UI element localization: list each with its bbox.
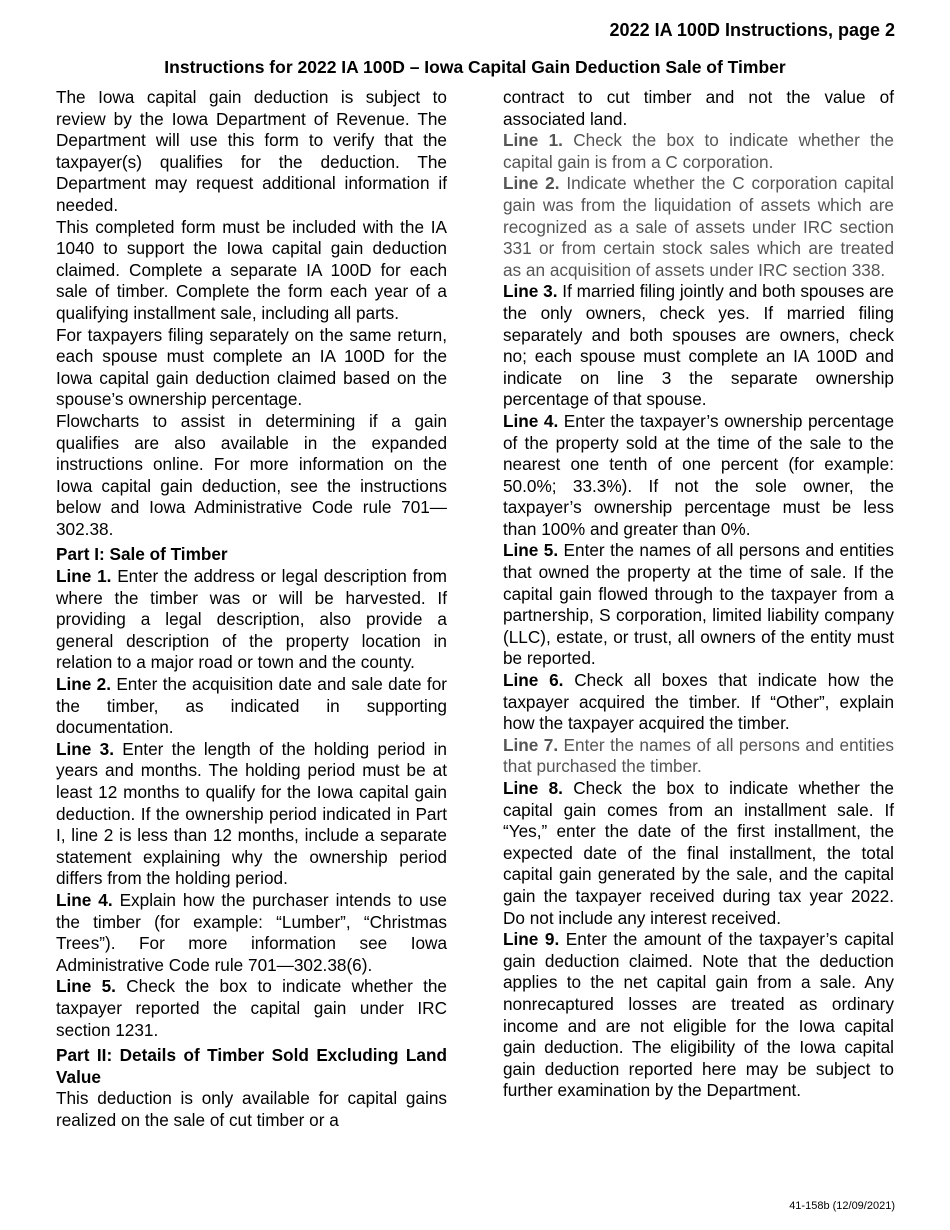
intro-paragraph: Flowcharts to assist in determining if a gain qualifies are also available in the expanded instructions online. For more information on the Iowa capital gain deduction, see the instructions below and Iowa Administrative Code rule 701—302.38. xyxy=(56,410,447,539)
line-label: Line 8. xyxy=(503,778,563,798)
line-text: Check the box to indicate whether the capital gain comes from an installment sale. If “Yes,” enter the date of the first installment, the expected date of the final installment, the total capital gain generated by the sale, and the capital gain the taxpayer received during tax year 2022. Do not include any interest received. xyxy=(503,778,894,928)
line-label: Line 4. xyxy=(56,889,113,910)
intro-paragraph: For taxpayers filing separately on the same return, each spouse must complete an IA 100D for the Iowa capital gain deduction claimed based on the spouse’s ownership percentage. xyxy=(56,324,447,410)
line-text: Enter the length of the holding period in years and months. The holding period must be at least 12 months to qualify for the Iowa capital gain deduction. If the ownership period indicated in Part I, line 2 is less than 12 months, include a separate statement explaining why the ownership period differs from the holding period. xyxy=(56,738,447,889)
part2-line-2 xyxy=(503,173,894,281)
line-text: Enter the amount of the taxpayer’s capital gain deduction claimed. Note that the deduction applies to the net capital gain from a sale. Any nonrecaptured losses are treated as ordinary income and are not eligible for the Iowa capital gain deduction. The eligibility of the Iowa capital gain deduction reported here may be subject to further examination by the Department. xyxy=(503,929,894,1101)
part1-line-4 xyxy=(56,890,447,976)
part1-line-5 xyxy=(56,976,447,1041)
line-text: Indicate whether the C corporation capital gain was from the liquidation of assets which are recognized as a sale of assets under IRC section 331 or from certain stock sales which are treated as an acquisition of assets under IRC section 338. xyxy=(503,173,894,280)
intro-paragraph: The Iowa capital gain deduction is subject to review by the Iowa Department of Revenue. The Department will use this form to verify that the taxpayer(s) qualifies for the deduction. The Department may request additional information if needed. xyxy=(56,87,447,215)
part2-line-8 xyxy=(503,778,894,929)
line-text: Enter the taxpayer’s ownership percentage of the property sold at the time of the sale to the nearest one tenth of one percent (for example: 50.0%; 33.3%). If not the sole owner, the taxpayer’s ownership percentage must be less than 100% and greater than 0%. xyxy=(503,410,894,539)
line-label: Line 1. xyxy=(56,566,112,587)
form-number-footer: 41-158b (12/09/2021) xyxy=(789,1200,895,1212)
line-label: Line 9. xyxy=(503,929,560,950)
line-text: Enter the names of all persons and entities that purchased the timber. xyxy=(503,734,894,777)
page-header: 2022 IA 100D Instructions, page 2 xyxy=(609,20,895,40)
line-label: Line 1. xyxy=(503,130,563,151)
line-label: Line 2. xyxy=(503,173,560,194)
line-label: Line 4. xyxy=(503,410,559,431)
part2-line-5 xyxy=(503,540,894,670)
line-label: Line 3. xyxy=(56,738,114,759)
line-text: Enter the address or legal description from where the timber was or will be harvested. If providing a legal description, also provide a general description of the property location in relation to a major road or town and the county. xyxy=(56,566,447,673)
left-column xyxy=(56,87,447,1132)
part2-heading: Part II: Details of Timber Sold Excluding Land Value xyxy=(56,1045,447,1087)
line-label: Line 5. xyxy=(56,976,116,997)
document-title: Instructions for 2022 IA 100D – Iowa Capital Gain Deduction Sale of Timber xyxy=(164,57,786,77)
part2-continuation: contract to cut timber and not the value of associated land. xyxy=(503,87,894,129)
part2-line-7 xyxy=(503,735,894,778)
line-label: Line 5. xyxy=(503,540,559,561)
line-text: Enter the names of all persons and entities that owned the property at the time of sale. If the capital gain flowed through to the taxpayer from a partnership, S corporation, limited liability company (LLC), estate, or trust, all owners of the entity must be reported. xyxy=(503,540,894,669)
part1-line-3 xyxy=(56,739,447,890)
line-label: Line 2. xyxy=(56,674,111,695)
intro-paragraph: This completed form must be included with the IA 1040 to support the Iowa capital gain deduction claimed. Complete a separate IA 100D for each sale of timber. Complete the form each year of a qualifying installment sale, including all parts. xyxy=(56,216,447,323)
line-text: Check the box to indicate whether the taxpayer reported the capital gain under IRC section 1231. xyxy=(56,976,447,1040)
line-text: Check the box to indicate whether the capital gain is from a C corporation. xyxy=(503,130,894,172)
line-label: Line 6. xyxy=(503,670,564,691)
part2-line-9 xyxy=(503,929,894,1102)
part2-line-3 xyxy=(503,281,894,411)
part1-heading: Part I: Sale of Timber xyxy=(56,544,228,565)
line-label: Line 7. xyxy=(503,734,559,755)
right-column xyxy=(503,87,894,1102)
line-text: Enter the acquisition date and sale date for the timber, as indicated in supporting documentation. xyxy=(56,674,447,738)
part2-line-6 xyxy=(503,670,894,735)
line-text: If married filing jointly and both spouses are the only owners, check yes. If married filing separately and both spouses are owners, check no; each spouse must complete an IA 100D and indicate on line 3 the separate ownership percentage of that spouse. xyxy=(503,281,894,410)
part2-line-1 xyxy=(503,130,894,173)
part1-line-1 xyxy=(56,566,447,674)
line-text: Check all boxes that indicate how the taxpayer acquired the timber. If “Other”, explain how the taxpayer acquired the timber. xyxy=(503,670,894,734)
line-text: Explain how the purchaser intends to use the timber (for example: “Lumber”, “Christmas Trees”). For more information see Iowa Administrative Code rule 701—302.38(6). xyxy=(56,889,447,975)
line-label: Line 3. xyxy=(503,281,558,302)
part2-intro: This deduction is only available for capital gains realized on the sale of cut timber or a xyxy=(56,1088,447,1130)
part2-line-4 xyxy=(503,411,894,541)
part1-line-2 xyxy=(56,674,447,739)
